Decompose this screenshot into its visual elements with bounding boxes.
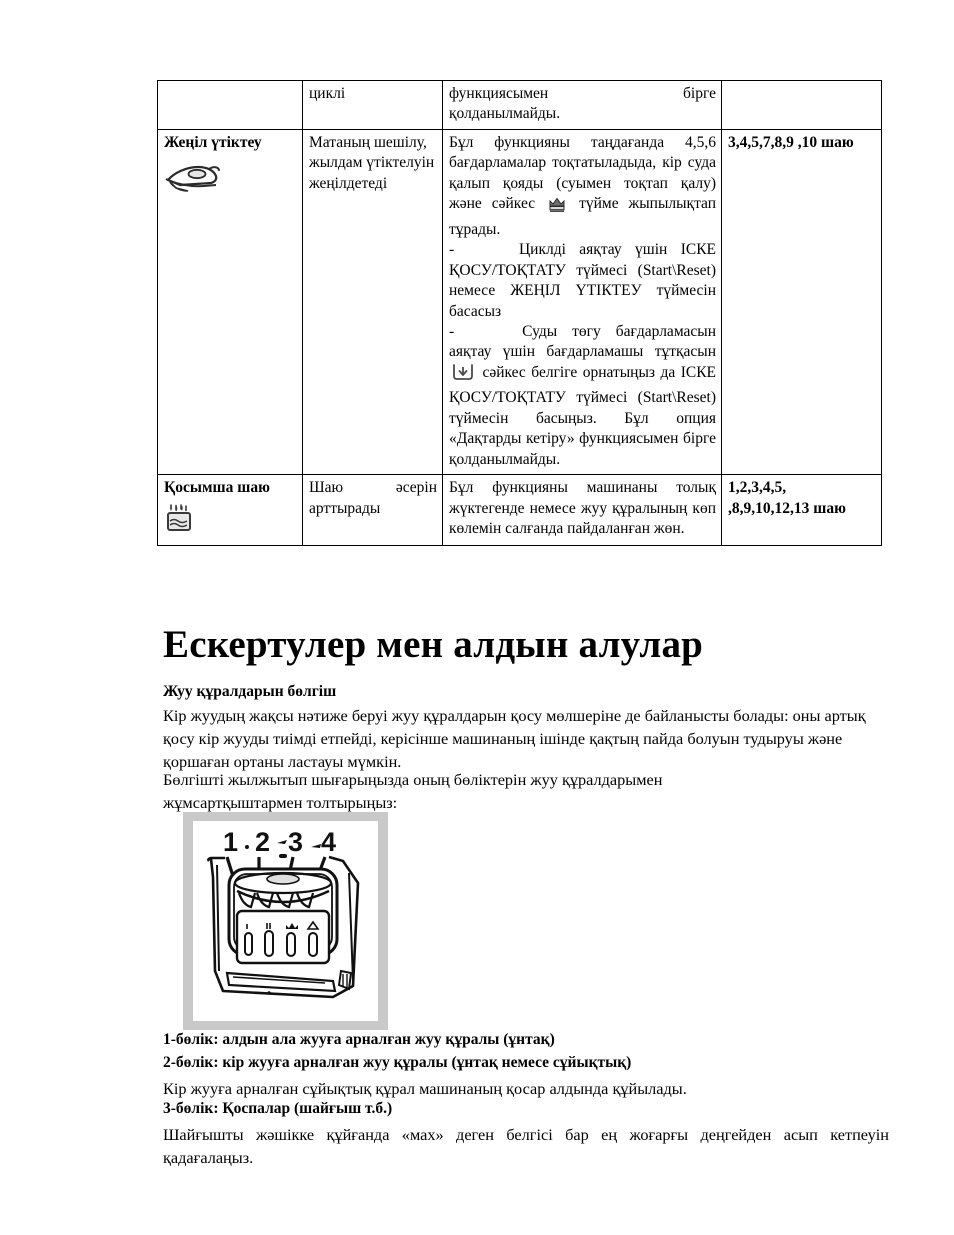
page-title: Ескертулер мен алдын алулар <box>163 623 704 666</box>
cell-programs <box>722 475 882 546</box>
programs-line-2: ,8,9,10,12,13 шаю <box>728 499 846 517</box>
desc-part-1: Бұл функцияны таңдағанда 4,5,6 бағдарламалар тоқтатыладыда, кір суда қалып қояды (суымен тоқтап қалу) және сәйкес <box>449 133 716 213</box>
part-3-note: Шайғышты жәшікке құйғанда «мах» деген белгісі бар ең жоғарғы деңгейден асып кетпеуін қадағалаңыз. <box>163 1125 889 1168</box>
part-1-heading: 1-бөлік: алдын ала жууға арналған жуу құралы (ұнтақ) <box>163 1031 555 1048</box>
cell-description <box>443 129 722 474</box>
table-row <box>158 81 882 130</box>
cell-description <box>443 81 722 130</box>
desc-part-1-tail: түйме жыпылықтап тұрады. <box>449 195 716 238</box>
crown-rinse-hold-icon <box>547 195 567 219</box>
iron-icon <box>164 160 297 202</box>
cell-function-name <box>158 129 303 474</box>
cell-programs <box>722 81 882 130</box>
programs-line-1: 1,2,3,4,5, <box>728 479 787 497</box>
svg-text:2: 2 <box>255 827 271 857</box>
table-row <box>158 129 882 474</box>
desc-part-2: Циклді аяқтау үшін ІСКЕ ҚОСУ/ТОҚТАТУ түймесі (Start\Reset) немесе ЖЕҢІЛ ҮТІКТЕУ түймесін басасыз <box>449 241 717 320</box>
desc-line: қолданылмайды. <box>449 105 561 123</box>
subheading-detergent-dispenser: Жуу құралдарын бөлгіш <box>163 683 337 700</box>
desc-part-3b: сәйкес белгіге орнатыңыз да ІСКЕ ҚОСУ/ТОҚТАТУ түймесі (Start\Reset) түймесін басыңыз. Бұл опция «Дақтарды кетіру» функциясымен бірге қолданылмайды. <box>449 363 717 468</box>
detergent-dispenser-drawer-diagram <box>183 812 388 1030</box>
desc-dash: - <box>449 241 455 259</box>
cell-effect: Матаның шешілу, жылдам үтіктелуін жеңілдетеді <box>303 129 443 474</box>
part-2-heading: 2-бөлік: кір жууға арналған жуу құралы (ұнтақ немесе сұйықтық) <box>163 1054 632 1071</box>
cell-function-name <box>158 81 303 130</box>
desc-line: функциясымен бірге <box>449 85 716 102</box>
desc-dash: - <box>449 322 455 340</box>
diagram-canvas <box>193 821 378 1021</box>
washing-machine-functions-table <box>157 80 882 546</box>
svg-text:4: 4 <box>321 827 337 857</box>
svg-text:1: 1 <box>223 827 239 857</box>
desc-part-3a: Суды төгу бағдарламасын аяқтау үшін бағдарламашы тұтқасын <box>449 322 716 361</box>
cell-effect: Шаю әсерін арттырады <box>303 475 443 546</box>
cell-programs: 3,4,5,7,8,9 ,10 шаю <box>722 129 882 474</box>
fill-instruction-paragraph: Бөлгішті жылжытып шығарыңызда оның бөліктерін жуу құралдарымен жұмсартқыштармен толтырыңыз: <box>163 770 663 813</box>
table-row <box>158 475 882 546</box>
cell-function-name <box>158 475 303 546</box>
intro-paragraph: Кір жуудың жақсы нәтиже беруі жуу құралдарын қосу мөлшеріне де байланысты болады: оны артық қосу кір жууды тиімді етпейді, керісінше машинаның ішінде қақтың пайда болуын тудыруы және қоршаған ортаны ластауы мүмкін. <box>163 706 866 772</box>
part-3-heading: 3-бөлік: Қоспалар (шайғыш т.б.) <box>163 1100 393 1117</box>
svg-text:3: 3 <box>288 827 304 857</box>
function-label: Жеңіл үтіктеу <box>164 133 262 151</box>
extra-rinse-icon <box>164 503 297 541</box>
function-label: Қосымша шаю <box>164 479 270 497</box>
cell-description: Бұл функцияны машинаны толық жүктегенде немесе жуу құралының көп көлемін салғанда пайдаланған жөн. <box>443 475 722 546</box>
cell-effect: циклі <box>303 81 443 130</box>
drain-water-icon <box>451 363 475 388</box>
part-2-note: Кір жууға арналған сұйықтық құрал машинаның қосар алдында құйылады. <box>163 1079 687 1098</box>
